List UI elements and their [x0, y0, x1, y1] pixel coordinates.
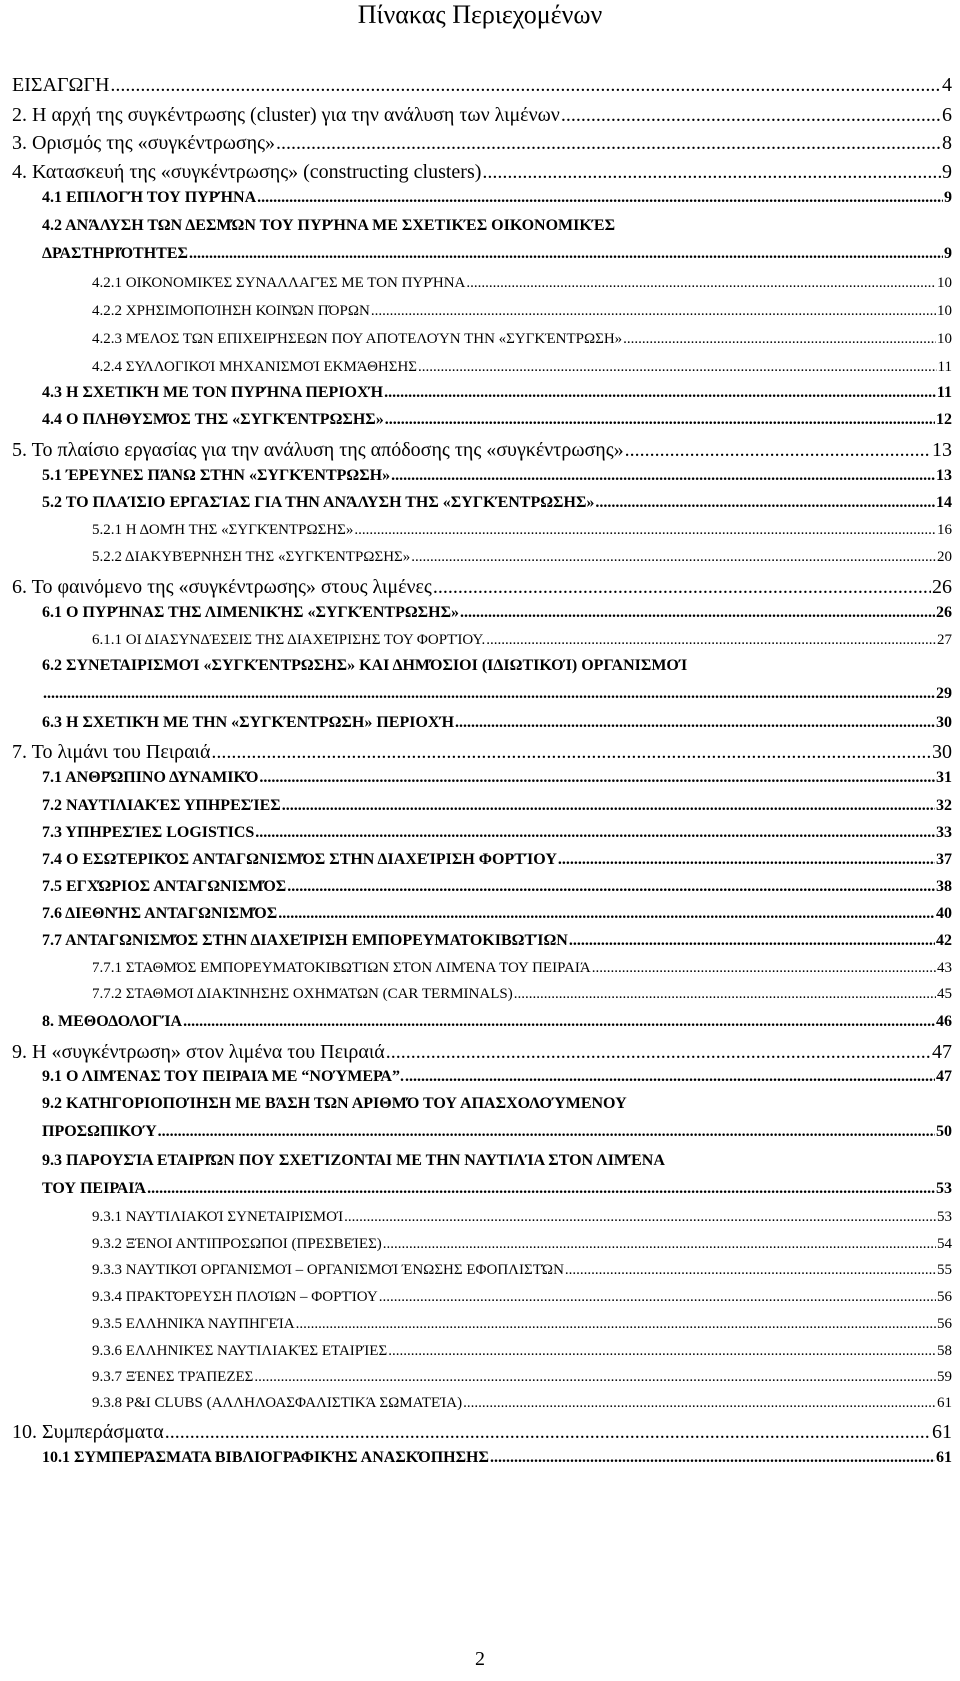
toc-page-number: 54	[937, 1236, 952, 1252]
toc-page-number: 4	[942, 74, 952, 96]
toc-entry-label: ΠΡΟΣΩΠΙΚΟΎ	[42, 1123, 157, 1140]
toc-entry-label: 5.2.2 ΔΙΑΚΥΒΈΡΝΗΣΗ ΤΗΣ «ΣΥΓΚΈΝΤΡΩΣΗΣ»	[92, 549, 411, 565]
dot-leader	[388, 1340, 936, 1362]
toc-entry[interactable]	[92, 983, 952, 1005]
toc-entry[interactable]	[92, 1206, 952, 1228]
toc-entry-label: 4.3 Η ΣΧΕΤΙΚΉ ΜΕ ΤΟΝ ΠΥΡΉΝΑ ΠΕΡΙΟΧΉ	[42, 384, 384, 401]
toc-entry[interactable]	[42, 712, 952, 734]
dot-leader	[379, 1286, 936, 1308]
toc-page-number: 46	[936, 1013, 952, 1030]
toc-page-number: 47	[932, 1041, 952, 1063]
toc-entry-label: 2. Η αρχή της συγκέντρωσης (cluster) για την ανάλυση των λιμένων	[12, 104, 560, 126]
toc-page-number: 9	[944, 245, 952, 262]
toc-entry[interactable]	[42, 822, 952, 844]
toc-entry[interactable]	[12, 437, 952, 463]
toc-page-number: 33	[936, 824, 952, 841]
toc-entry-label: ΕΙΣΑΓΩΓΗ	[12, 74, 110, 96]
toc-page-number: 61	[937, 1395, 952, 1411]
toc-entry[interactable]	[92, 272, 952, 294]
toc-entry-label: ΔΡΑΣΤΗΡΙΌΤΗΤΕΣ	[42, 245, 188, 262]
dot-leader	[623, 328, 936, 350]
toc-page-number: 42	[936, 932, 952, 949]
toc-entry-label: 7.7.1 ΣΤΑΘΜΌΣ ΕΜΠΟΡΕΥΜΑΤΟΚΙΒΩΤΊΩΝ ΣΤΟΝ ΛΙΜΈΝΑ ΤΟΥ ΠΕΙΡΑΙΆ	[92, 960, 591, 976]
toc-page-number: 30	[936, 714, 952, 731]
dot-leader	[460, 602, 935, 624]
toc-page-number: 6	[942, 104, 952, 126]
toc-entry[interactable]	[42, 187, 952, 209]
toc-entry[interactable]	[42, 876, 952, 898]
dot-leader	[391, 465, 935, 487]
toc-page-number: 61	[932, 1421, 952, 1443]
toc-entry-label: 4.2.4 ΣΥΛΛΟΓΙΚΟΊ ΜΗΧΑΝΙΣΜΟΊ ΕΚΜΆΘΗΣΗΣ	[92, 359, 418, 375]
toc-entry-label: 6. Το φαινόμενο της «συγκέντρωσης» στους λιμένες	[12, 576, 432, 598]
dot-leader	[110, 72, 941, 98]
dot-leader	[189, 243, 943, 265]
toc-page-number: 26	[932, 576, 952, 598]
toc-entry-label: 7.7.2 ΣΤΑΘΜΟΊ ΔΙΑΚΊΝΗΣΗΣ ΟΧΗΜΆΤΩΝ (CAR TERMINALS)	[92, 986, 513, 1002]
toc-entry[interactable]	[42, 1121, 952, 1143]
toc-page-number: 37	[936, 851, 952, 868]
dot-leader	[595, 492, 935, 514]
toc-page-number: 56	[937, 1289, 952, 1305]
toc-page-number: 40	[936, 905, 952, 922]
toc-entry[interactable]	[12, 72, 952, 98]
toc-entry-label: 7.5 ΕΓΧΏΡΙΟΣ ΑΝΤΑΓΩΝΙΣΜΌΣ	[42, 878, 287, 895]
toc-entry[interactable]	[92, 1366, 952, 1388]
toc-entry-line[interactable]: 9.3 ΠΑΡΟΥΣΊΑ ΕΤΑΙΡΙΏΝ ΠΟΥ ΣΧΕΤΊΖΟΝΤΑΙ ΜΕ ΤΗΝ ΝΑΥΤΙΛΊΑ ΣΤΟΝ ΛΙΜΈΝΑ	[42, 1152, 665, 1169]
dot-leader	[257, 187, 943, 209]
dot-leader	[278, 903, 935, 925]
dot-leader	[158, 1121, 935, 1143]
toc-entry-label: 4.2.1 ΟΙΚΟΝΟΜΙΚΈΣ ΣΥΝΑΛΛΑΓΈΣ ΜΕ ΤΟΝ ΠΥΡΉΝΑ	[92, 275, 466, 291]
page-number: 2	[475, 1648, 485, 1670]
toc-page-number: 10	[937, 275, 952, 291]
toc-entry[interactable]	[12, 1039, 952, 1065]
dot-leader	[254, 1366, 936, 1388]
toc-page-number: 26	[936, 604, 952, 621]
page-title: Πίνακας Περιεχομένων	[357, 0, 603, 29]
toc-entry-label: 7.4 Ο ΕΣΩΤΕΡΙΚΌΣ ΑΝΤΑΓΩΝΙΣΜΌΣ ΣΤΗΝ ΔΙΑΧΕΊΡΙΣΗ ΦΟΡΤΊΟΥ	[42, 851, 557, 868]
toc-page-number: 11	[937, 359, 952, 375]
dot-leader	[405, 1066, 935, 1088]
toc-entry-label: 6.3 Η ΣΧΕΤΙΚΉ ΜΕ ΤΗΝ «ΣΥΓΚΈΝΤΡΩΣΗ» ΠΕΡΙΟΧΉ	[42, 714, 454, 731]
toc-entry[interactable]	[12, 739, 952, 765]
toc-entry-label: ΤΟΥ ΠΕΙΡΑΙΆ	[42, 1180, 147, 1197]
toc-page-number: 61	[936, 1449, 952, 1466]
dot-leader	[561, 102, 941, 128]
dot-leader	[569, 930, 935, 952]
toc-entry[interactable]	[92, 629, 952, 651]
toc-entry-label: 6.1.1 ΟΙ ΔΙΑΣΥΝΔΈΣΕΙΣ ΤΗΣ ΔΙΑΧΕΊΡΙΣΗΣ ΤΟΥ ΦΟΡΤΊΟΥ.	[92, 632, 486, 648]
toc-page-number: 9	[944, 189, 952, 206]
toc-entry-label: 5.2 ΤΟ ΠΛΑΊΣΙΟ ΕΡΓΑΣΊΑΣ ΓΙΑ ΤΗΝ ΑΝΆΛΥΣΗ ΤΗΣ «ΣΥΓΚΈΝΤΡΩΣΗΣ»	[42, 494, 595, 511]
toc-entry-label: 4.1 ΕΠΙΛΟΓΉ ΤΟΥ ΠΥΡΉΝΑ	[42, 189, 257, 206]
toc-page-number: 13	[936, 467, 952, 484]
toc-entry[interactable]	[12, 159, 952, 185]
toc-entry-label: 4.2.3 ΜΈΛΟΣ ΤΩΝ ΕΠΙΧΕΙΡΉΣΕΩΝ ΠΟΥ ΑΠΟΤΕΛΟΎΝ ΤΗΝ «ΣΥΓΚΈΝΤΡΩΣΗ»	[92, 331, 623, 347]
dot-leader	[625, 437, 931, 463]
toc-entry-line[interactable]: 6.2 ΣΥΝΕΤΑΙΡΙΣΜΟΊ «ΣΥΓΚΈΝΤΡΩΣΗΣ» ΚΑΙ ΔΗΜΌΣΙΟΙ (ΙΔΙΩΤΙΚΟΊ) ΟΡΓΑΝΙΣΜΟΊ	[42, 657, 688, 674]
toc-page-number: 13	[932, 439, 952, 461]
dot-leader	[592, 957, 936, 979]
toc-page-number: 59	[937, 1369, 952, 1385]
dot-leader	[482, 159, 941, 185]
toc-entry-label: 6.1 Ο ΠΥΡΉΝΑΣ ΤΗΣ ΛΙΜΕΝΙΚΉΣ «ΣΥΓΚΈΝΤΡΩΣΗΣ»	[42, 604, 460, 621]
toc-page-number: 20	[937, 549, 952, 565]
toc-entry[interactable]	[42, 465, 952, 487]
dot-leader	[211, 739, 931, 765]
toc-entry[interactable]	[42, 795, 952, 817]
toc-entry[interactable]	[92, 519, 952, 541]
dot-leader	[344, 1206, 936, 1228]
toc-entry-label: 9.3.6 ΕΛΛΗΝΙΚΈΣ ΝΑΥΤΙΛΙΑΚΈΣ ΕΤΑΙΡΊΕΣ	[92, 1343, 388, 1359]
toc-entry[interactable]	[92, 356, 952, 378]
dot-leader	[386, 1039, 931, 1065]
toc-page-number: 45	[937, 986, 952, 1002]
toc-page-number: 50	[936, 1123, 952, 1140]
toc-entry-label: 7.2 ΝΑΥΤΙΛΙΑΚΈΣ ΥΠΗΡΕΣΊΕΣ	[42, 797, 281, 814]
toc-page-number: 14	[936, 494, 952, 511]
toc-page-number: 31	[936, 769, 952, 786]
toc-entry-label: 7.3 ΥΠΗΡΕΣΊΕΣ LOGISTICS	[42, 824, 255, 841]
toc-page-number: 58	[937, 1343, 952, 1359]
toc-entry-label: 9.1 Ο ΛΙΜΈΝΑΣ ΤΟΥ ΠΕΙΡΑΙΆ ΜΕ “ΝΟΎΜΕΡΑ”.	[42, 1068, 404, 1085]
dot-leader	[486, 629, 936, 651]
toc-entry-label: 4.2.2 ΧΡΗΣΙΜΟΠΟΊΗΣΗ ΚΟΙΝΏΝ ΠΌΡΩΝ	[92, 303, 370, 319]
toc-entry[interactable]	[42, 409, 952, 431]
dot-leader	[383, 1233, 936, 1255]
toc-entry[interactable]	[42, 1447, 952, 1469]
dot-leader	[183, 1011, 935, 1033]
dot-leader	[455, 712, 935, 734]
toc-entry-label: 9.3.2 ΞΈΝΟΙ ΑΝΤΙΠΡΟΣΩΠΟΙ (ΠΡΕΣΒΕΊΕΣ)	[92, 1236, 382, 1252]
toc-entry[interactable]	[42, 1011, 952, 1033]
toc-entry[interactable]	[92, 1286, 952, 1308]
toc-entry-label: 9.3.8 P&I CLUBS (ΑΛΛΗΛΟΑΣΦΑΛΙΣΤΙΚΆ ΣΩΜΑΤΕΊΑ)	[92, 1395, 463, 1411]
dot-leader	[558, 849, 935, 871]
toc-page-number: 53	[936, 1180, 952, 1197]
dot-leader	[287, 876, 935, 898]
toc-page-number: 55	[937, 1262, 952, 1278]
toc-entry[interactable]	[42, 1178, 952, 1200]
toc-entry[interactable]	[42, 382, 952, 404]
toc-entry[interactable]	[92, 300, 952, 322]
toc-entry-line[interactable]: 4.2 ΑΝΆΛΥΣΗ ΤΩΝ ΔΕΣΜΏΝ ΤΟΥ ΠΥΡΉΝΑ ΜΕ ΣΧΕΤΙΚΈΣ ΟΙΚΟΝΟΜΙΚΈΣ	[42, 217, 616, 234]
dot-leader	[165, 1419, 931, 1445]
toc-page-number: 10	[937, 331, 952, 347]
toc-entry[interactable]	[42, 602, 952, 624]
toc-entry[interactable]	[42, 683, 952, 705]
dot-leader	[384, 382, 936, 404]
toc-entry-label: 10.1 ΣΥΜΠΕΡΆΣΜΑΤΑ ΒΙΒΛΙΟΓΡΑΦΙΚΉΣ ΑΝΑΣΚΌΠΗΣΗΣ	[42, 1449, 489, 1466]
dot-leader	[296, 1313, 936, 1335]
dot-leader	[354, 519, 936, 541]
toc-entry[interactable]	[92, 957, 952, 979]
toc-entry-label: 7. Το λιμάνι του Πειραιά	[12, 741, 211, 763]
dot-leader	[565, 1259, 936, 1281]
toc-entry[interactable]	[42, 1066, 952, 1088]
toc-page-number: 56	[937, 1316, 952, 1332]
dot-leader	[514, 983, 936, 1005]
toc-entry[interactable]	[42, 492, 952, 514]
toc-entry[interactable]	[12, 574, 952, 600]
toc-page-number: 38	[936, 878, 952, 895]
toc-entry-line[interactable]: 9.2 ΚΑΤΗΓΟΡΙΟΠΟΊΗΣΗ ΜΕ ΒΆΣΗ ΤΩΝ ΑΡΙΘΜΌ ΤΟΥ ΑΠΑΣΧΟΛΟΎΜΕΝΟΥ	[42, 1095, 627, 1112]
dot-leader	[371, 300, 936, 322]
toc-page-number: 9	[942, 161, 952, 183]
toc-entry[interactable]	[12, 1419, 952, 1445]
dot-leader	[43, 683, 935, 705]
toc-entry-label: 5. Το πλαίσιο εργασίας για την ανάλυση της απόδοσης της «συγκέντρωσης»	[12, 439, 624, 461]
toc-entry[interactable]	[92, 1259, 952, 1281]
dot-leader	[255, 822, 935, 844]
dot-leader	[433, 574, 931, 600]
toc-entry[interactable]	[92, 546, 952, 568]
toc-entry-label: 5.2.1 Η ΔΟΜΉ ΤΗΣ «ΣΥΓΚΈΝΤΡΩΣΗΣ»	[92, 522, 354, 538]
toc-page-number: 10	[937, 303, 952, 319]
toc-entry[interactable]	[42, 903, 952, 925]
toc-entry[interactable]	[92, 328, 952, 350]
toc-page-number: 32	[936, 797, 952, 814]
toc-entry-label: 7.1 ΑΝΘΡΏΠΙΝΟ ΔΥΝΑΜΙΚΌ	[42, 769, 259, 786]
toc-page-number: 53	[937, 1209, 952, 1225]
toc-entry-label: 4.4 Ο ΠΛΗΘΥΣΜΌΣ ΤΗΣ «ΣΥΓΚΈΝΤΡΩΣΗΣ»	[42, 411, 384, 428]
toc-page-number: 16	[937, 522, 952, 538]
dot-leader	[259, 767, 935, 789]
toc-entry[interactable]	[42, 849, 952, 871]
toc-entry-label: 10. Συμπεράσματα	[12, 1421, 164, 1443]
toc-entry[interactable]	[92, 1313, 952, 1335]
dot-leader	[463, 1392, 936, 1414]
toc-page-number: 30	[932, 741, 952, 763]
toc-entry-label: 9.3.1 ΝΑΥΤΙΛΙΑΚΟΊ ΣΥΝΕΤΑΙΡΙΣΜΟΊ	[92, 1209, 344, 1225]
dot-leader	[418, 356, 937, 378]
toc-entry-label: 7.6 ΔΙΕΘΝΉΣ ΑΝΤΑΓΩΝΙΣΜΌΣ	[42, 905, 278, 922]
toc-entry[interactable]	[92, 1340, 952, 1362]
toc-entry-label: 8. ΜΕΘΟΔΟΛΟΓΊΑ	[42, 1013, 183, 1030]
toc-entry-label: 9.3.4 ΠΡΑΚΤΌΡΕΥΣΗ ΠΛΟΊΩΝ – ΦΟΡΤΊΟΥ	[92, 1289, 378, 1305]
dot-leader	[276, 130, 941, 156]
toc-page-number: 27	[937, 632, 952, 648]
toc-entry[interactable]	[92, 1392, 952, 1414]
dot-leader	[411, 546, 936, 568]
toc-page-number: 8	[942, 132, 952, 154]
toc-entry-label: 9. Η «συγκέντρωση» στον λιμένα του Πειραιά	[12, 1041, 385, 1063]
toc-entry[interactable]	[42, 930, 952, 952]
toc-page-number: 11	[936, 384, 952, 401]
toc-entry-label: 9.3.3 ΝΑΥΤΙΚΟΊ ΟΡΓΑΝΙΣΜΟΊ – ΟΡΓΑΝΙΣΜΟΊ ΈΝΩΣΗΣ ΕΦΟΠΛΙΣΤΏΝ	[92, 1262, 564, 1278]
dot-leader	[466, 272, 936, 294]
toc-entry-label: 9.3.7 ΞΈΝΕΣ ΤΡΆΠΕΖΕΣ	[92, 1369, 254, 1385]
dot-leader	[282, 795, 935, 817]
dot-leader	[147, 1178, 935, 1200]
dot-leader	[490, 1447, 935, 1469]
toc-page-number: 47	[936, 1068, 952, 1085]
toc-entry-label: 4. Κατασκευή της «συγκέντρωσης» (constructing clusters)	[12, 161, 482, 183]
toc-entry-label: 3. Ορισμός της «συγκέντρωσης»	[12, 132, 276, 154]
toc-entry-label: 9.3.5 ΕΛΛΗΝΙΚΆ ΝΑΥΠΗΓΕΊΑ	[92, 1316, 295, 1332]
toc-entry[interactable]	[92, 1233, 952, 1255]
toc-entry-label: 5.1 ΈΡΕΥΝΕΣ ΠΆΝΩ ΣΤΗΝ «ΣΥΓΚΈΝΤΡΩΣΗ»	[42, 467, 391, 484]
toc-page-number: 12	[936, 411, 952, 428]
dot-leader	[385, 409, 935, 431]
toc-entry[interactable]	[42, 767, 952, 789]
toc-page-number: 29	[936, 685, 952, 702]
toc-entry[interactable]	[12, 102, 952, 128]
toc-entry-label: 7.7 ΑΝΤΑΓΩΝΙΣΜΌΣ ΣΤΗΝ ΔΙΑΧΕΊΡΙΣΗ ΕΜΠΟΡΕΥΜΑΤΟΚΙΒΩΤΊΩΝ	[42, 932, 568, 949]
toc-entry[interactable]	[42, 243, 952, 265]
toc-page-number: 43	[937, 960, 952, 976]
toc-entry[interactable]	[12, 130, 952, 156]
